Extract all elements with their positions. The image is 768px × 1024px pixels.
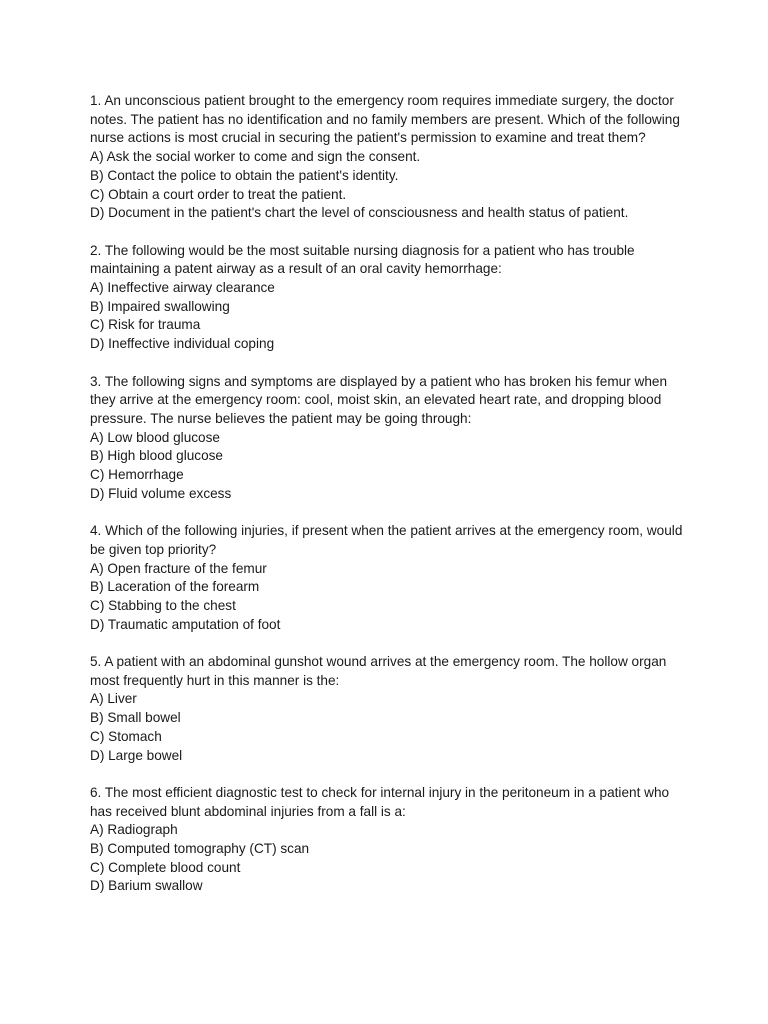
answer-option-a: A) Ineffective airway clearance [90,280,275,296]
answer-option-d: D) Fluid volume excess [90,485,232,501]
answer-option-c: C) Stabbing to the chest [90,597,236,613]
answer-option-d: D) Ineffective individual coping [90,336,275,352]
question-2 [90,242,690,354]
answer-option-b: B) Contact the police to obtain the patient's identity. [90,167,399,183]
answer-option-c: C) Hemorrhage [90,467,184,483]
question-stem: 2. The following would be the most suitable nursing diagnosis for a patient who has trouble maintaining a patent airway as a result of an oral cavity hemorrhage: [90,242,635,277]
question-4 [90,522,690,634]
question-stem: 3. The following signs and symptoms are displayed by a patient who has broken his femur when they arrive at the emergency room: cool, moist skin, an elevated heart rate, and dropping blood pressure. The nurse believes the patient may be going through: [90,373,668,426]
question-stem: 4. Which of the following injuries, if present when the patient arrives at the emergency room, would be given top priority? [90,523,683,557]
answer-option-a: A) Low blood glucose [90,429,220,445]
answer-option-b: B) Laceration of the forearm [90,579,260,595]
answer-option-a: A) Open fracture of the femur [90,560,267,576]
answer-option-d: D) Barium swallow [90,878,203,894]
question-stem: 6. The most efficient diagnostic test to check for internal injury in the peritoneum in a patient who has received blunt abdominal injuries from a fall is a: [90,784,670,819]
question-stem: 1. An unconscious patient brought to the emergency room requires immediate surgery, the doctor notes. The patient has no identification and no family members are present. Which of the following nurse actions is most crucial in securing the patient's permission to examine and treat them? [90,93,680,146]
answer-option-b: B) High blood glucose [90,448,223,464]
answer-option-c: C) Complete blood count [90,859,241,875]
answer-option-c: C) Risk for trauma [90,317,201,333]
question-6 [90,784,690,896]
answer-option-d: D) Large bowel [90,747,183,763]
answer-option-d: D) Document in the patient's chart the level of consciousness and health status of patient. [90,205,629,221]
answer-option-c: C) Obtain a court order to treat the patient. [90,186,347,202]
answer-option-a: A) Liver [90,691,137,707]
question-stem: 5. A patient with an abdominal gunshot wound arrives at the emergency room. The hollow organ most frequently hurt in this manner is the: [90,654,667,688]
answer-option-b: B) Computed tomography (CT) scan [90,841,310,857]
answer-option-d: D) Traumatic amputation of foot [90,616,281,632]
answer-option-b: B) Small bowel [90,710,181,726]
question-list [90,92,690,915]
question-1 [90,92,690,223]
answer-option-b: B) Impaired swallowing [90,298,230,314]
question-3 [90,373,690,504]
answer-option-a: A) Ask the social worker to come and sign the consent. [90,149,421,165]
question-5 [90,653,690,765]
answer-option-c: C) Stomach [90,728,162,744]
answer-option-a: A) Radiograph [90,822,178,838]
